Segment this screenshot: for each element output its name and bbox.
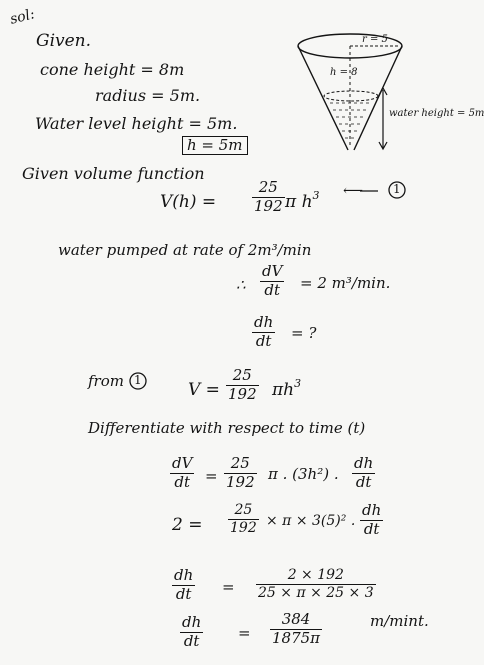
sol-label: sol: (8, 6, 37, 28)
diagram-radius-label: r = 5 (362, 34, 388, 45)
result-line2-fraction: 384 1875π (272, 610, 321, 647)
result-line1-eq: = (222, 578, 235, 596)
differentiate-statement: Differentiate with respect to time (t) (88, 419, 366, 437)
diff-line2-lhs: 2 = (172, 515, 203, 535)
volume-eq-number: 1 (393, 182, 401, 196)
dh-dt-fraction: dh dt (254, 313, 274, 350)
dv-dt-fraction: dV dt (262, 262, 283, 299)
diff-line1-fraction: 25 192 (226, 454, 255, 491)
cone-height-text: cone height = 8m (40, 60, 185, 79)
volume-num: 25 (258, 178, 278, 196)
radius-text: radius = 5m. (95, 86, 201, 105)
cone-left-edge (298, 46, 348, 150)
from-label: from (88, 372, 124, 390)
diff-line1-eq: = (205, 467, 218, 485)
diff-line2-dh-dt: dh dt (362, 501, 382, 538)
diagram-water-height-label: water height = 5m (389, 108, 484, 119)
water-hatching (330, 103, 372, 138)
result-line2-eq: = (238, 624, 251, 642)
diagram-height-label: h = 8 (330, 67, 358, 78)
volume-fraction (252, 180, 285, 215)
diff-line2-mid: × π × 3(5)² . (266, 513, 356, 529)
water-level-text: Water level height = 5m. (35, 114, 238, 133)
result-unit: m/mint. (370, 612, 429, 630)
given-title: Given. (36, 31, 92, 51)
diff-line1-mid: π . (3h²) . (268, 465, 339, 483)
from-lhs: V = (188, 380, 220, 400)
dv-dt-value: = 2 m³/min. (300, 274, 391, 292)
result-line1-fraction: 2 × 192 25 × π × 25 × 3 (258, 567, 374, 601)
diff-line2-fraction: 25 192 (230, 502, 257, 536)
rate-statement: water pumped at rate of 2m³/min (58, 241, 312, 259)
diff-line1-lhs: dV dt (172, 454, 193, 491)
cone-right-edge (354, 46, 402, 150)
result-line2-lhs: dh dt (182, 613, 202, 650)
dh-dt-value: = ? (291, 324, 317, 342)
from-rhs: $\pi h^3$ (272, 377, 302, 400)
volume-intro: Given volume function (22, 164, 205, 183)
diff-line1-dh-dt: dh dt (354, 454, 374, 491)
result-line1-lhs: dh dt (174, 566, 194, 603)
volume-rhs: π $h^3$ (285, 189, 320, 212)
h-boxed-value: h = 5m (182, 136, 248, 155)
volume-den: 192 (254, 196, 283, 215)
volume-arrow: ⟵ (343, 183, 364, 199)
volume-lhs: V(h) = (160, 192, 217, 212)
from-eq-number: 1 (134, 373, 142, 387)
from-fraction: 25 192 (228, 366, 257, 403)
water-surface-ellipse (324, 91, 378, 101)
therefore-symbol: ∴ (236, 276, 246, 294)
